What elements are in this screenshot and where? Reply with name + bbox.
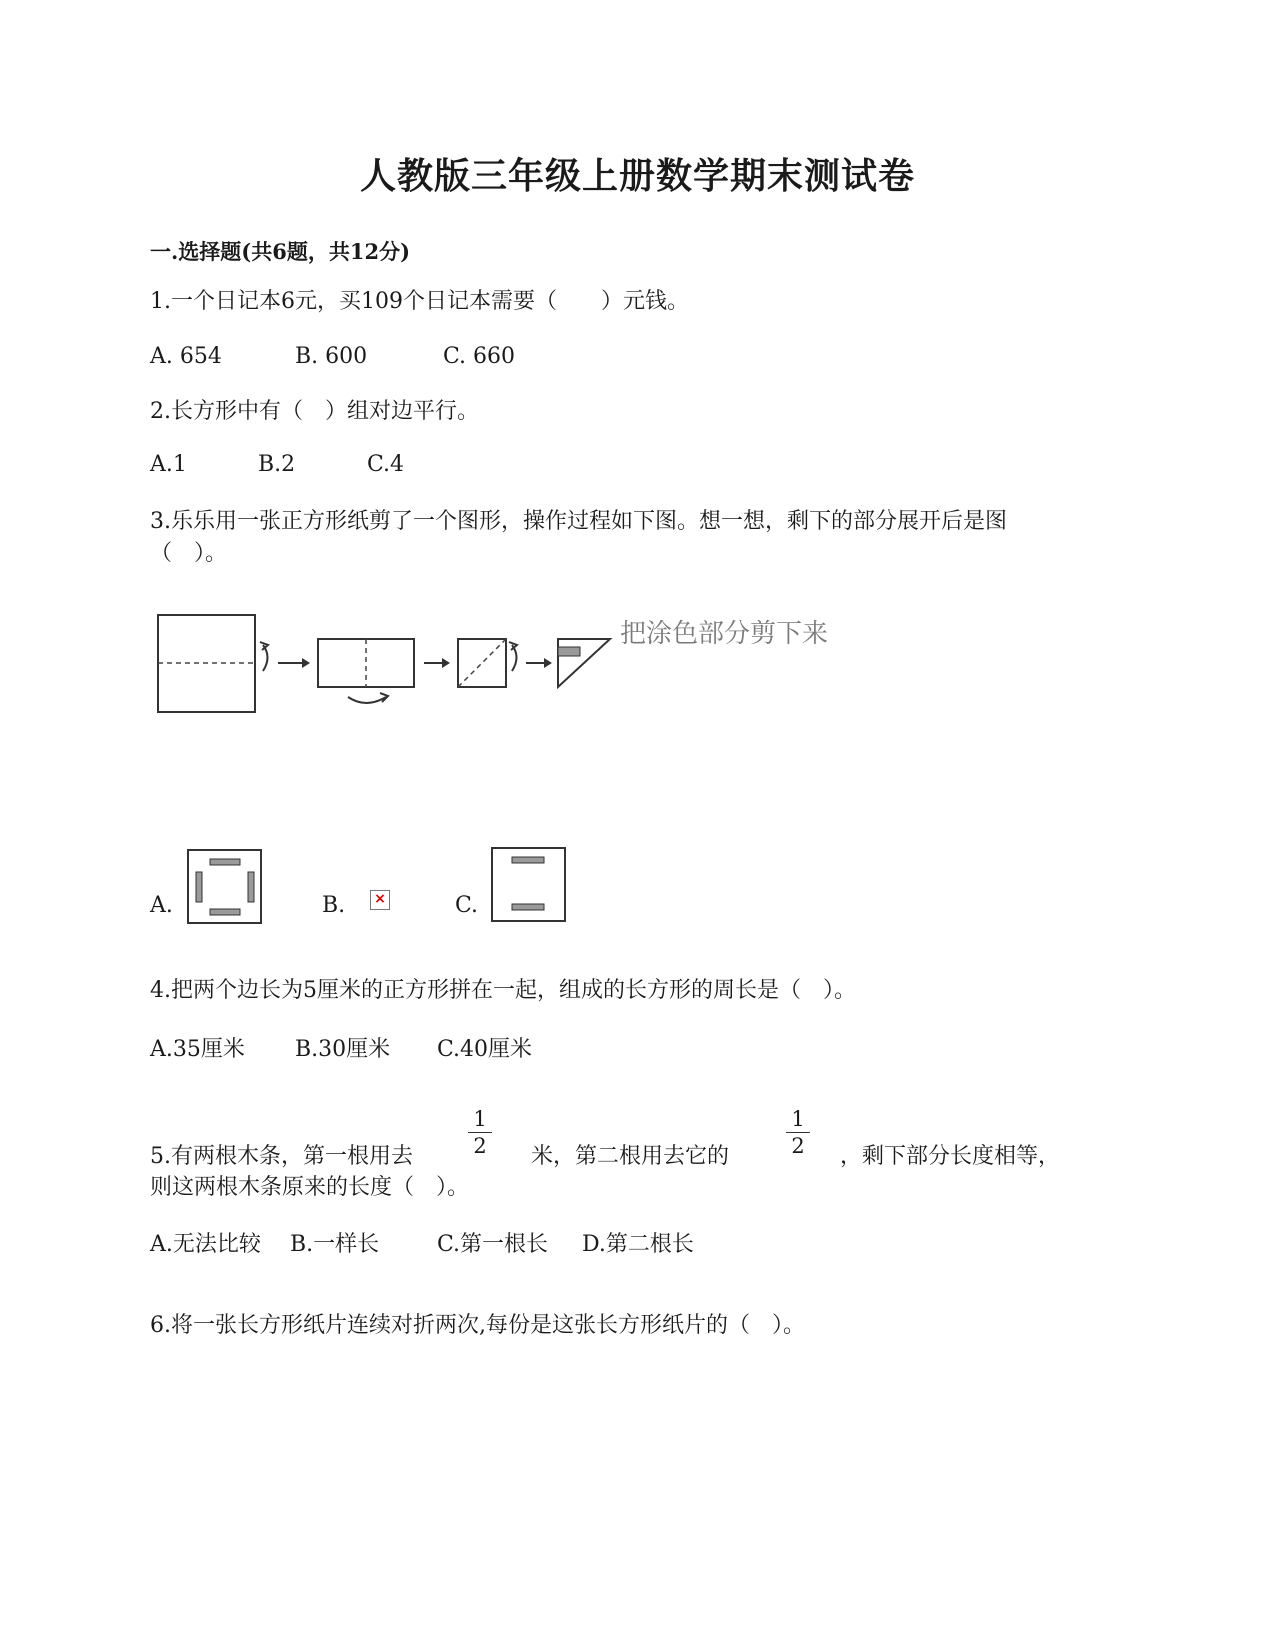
q2-option-c: C.4 xyxy=(367,452,405,477)
folding-diagram xyxy=(150,605,910,715)
question-3-line2: （ ）。 xyxy=(150,541,228,566)
q1-option-c: C. 660 xyxy=(443,344,516,369)
figure-a-svg xyxy=(186,848,264,926)
fraction-1-denominator: 2 xyxy=(473,1134,487,1158)
diagram-instruction: 把涂色部分剪下来 xyxy=(620,619,829,649)
question-1: 1.一个日记本6元，买109个日记本需要（ ）元钱。 xyxy=(150,289,689,314)
question-5-part1: 5.有两根木条，第一根用去 xyxy=(150,1144,413,1169)
q5-option-a: A.无法比较 xyxy=(150,1232,261,1257)
page-title: 人教版三年级上册数学期末测试卷 xyxy=(359,155,915,197)
question-3-line1: 3.乐乐用一张正方形纸剪了一个图形，操作过程如下图。想一想，剩下的部分展开后是图 xyxy=(150,509,1007,534)
question-2: 2.长方形中有（ ）组对边平行。 xyxy=(150,399,479,424)
q2-option-b: B.2 xyxy=(258,452,296,477)
q4-option-b: B.30厘米 xyxy=(295,1037,391,1062)
q3-option-a-figure xyxy=(186,848,264,930)
question-5-line2: 则这两根木条原来的长度（ ）。 xyxy=(150,1175,470,1200)
q5-option-d: D.第二根长 xyxy=(582,1232,694,1257)
q3-option-b-label: B. xyxy=(322,893,346,918)
question-4: 4.把两个边长为5厘米的正方形拼在一起，组成的长方形的周长是（ ）。 xyxy=(150,978,856,1003)
q5-option-c: C.第一根长 xyxy=(437,1232,549,1257)
question-6: 6.将一张长方形纸片连续对折两次,每份是这张长方形纸片的（ ）。 xyxy=(150,1313,805,1338)
question-5-part3: ，剩下部分长度相等， xyxy=(840,1144,1061,1169)
fraction-2-denominator: 2 xyxy=(791,1134,805,1158)
q5-option-b: B.一样长 xyxy=(290,1232,380,1257)
question-5-part2: 米，第二根用去它的 xyxy=(531,1144,730,1169)
q3-option-a-label: A. xyxy=(150,893,173,918)
q1-option-b: B. 600 xyxy=(295,344,368,369)
section-heading: 一.选择题(共6题，共12分) xyxy=(150,239,411,264)
q4-option-c: C.40厘米 xyxy=(437,1037,533,1062)
fraction-one-half-2 xyxy=(786,1108,810,1157)
fraction-one-half-1 xyxy=(468,1108,492,1157)
q1-option-a: A. 654 xyxy=(150,344,222,369)
q3-option-c-figure xyxy=(490,846,568,928)
fraction-1-numerator: 1 xyxy=(473,1107,487,1131)
q4-option-a: A.35厘米 xyxy=(150,1037,245,1062)
figure-c-svg xyxy=(490,846,568,924)
q2-option-a: A.1 xyxy=(150,452,187,477)
fraction-2-numerator: 1 xyxy=(791,1107,805,1131)
q3-option-c-label: C. xyxy=(455,893,479,918)
broken-image-icon: × xyxy=(370,890,390,910)
